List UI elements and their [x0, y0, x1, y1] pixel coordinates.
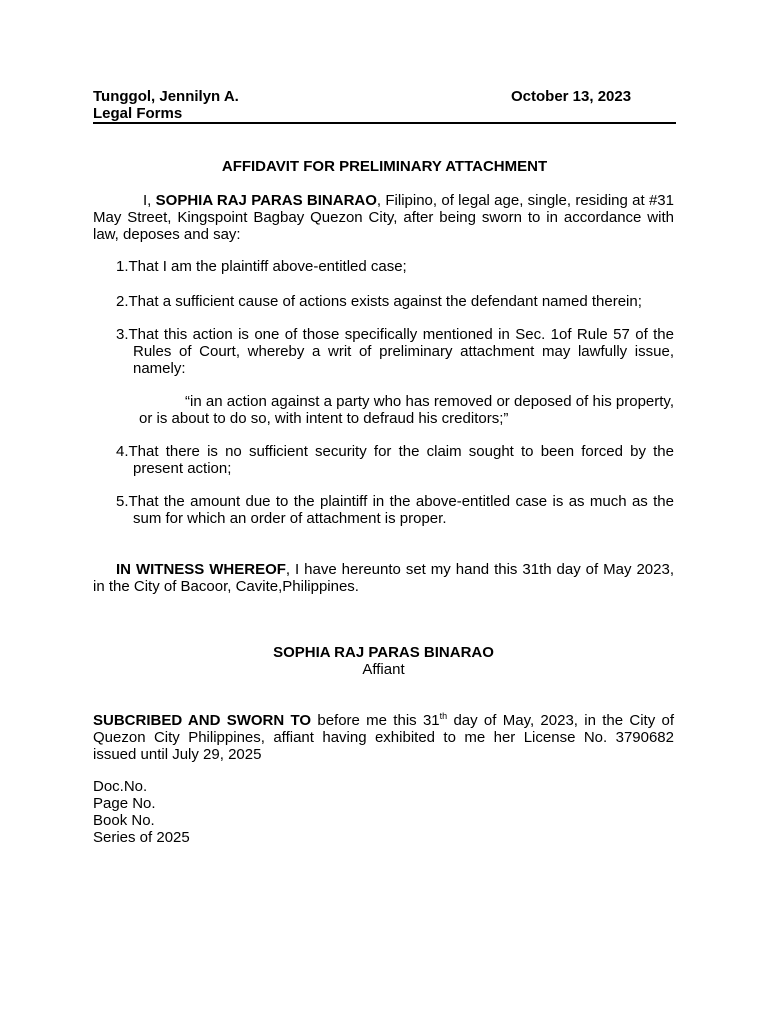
document-date: October 13, 2023 — [511, 88, 632, 105]
doc-no: Doc.No. — [93, 778, 148, 795]
jurat-text-2: day of May, 2023, in the City of Quezon City Philippines, affiant having exhibited to me her License No. 3790682 issued until July 29, 2025 — [93, 712, 674, 763]
signature-role: Affiant — [362, 661, 405, 678]
witness-rest: , I have hereunto set my hand this 31th day of May 2023, in the City of Bacoor, Cavite,Philippines. — [93, 561, 674, 595]
intro-rest: , Filipino, of legal age, single, residing at #31 May Street, Kingspoint Bagbay Quezon City, after being sworn to in accordance with law, deposes and say: — [93, 192, 674, 243]
witness-lead: IN WITNESS WHEREOF — [116, 561, 286, 578]
intro-affiant-name: SOPHIA RAJ PARAS BINARAO — [155, 192, 377, 209]
intro-paragraph — [93, 192, 674, 243]
intro-prefix: I, — [143, 192, 156, 209]
list-item: 4.That there is no sufficient security for the claim sought to been forced by the present action; — [116, 443, 674, 477]
signature-name: SOPHIA RAJ PARAS BINARAO — [273, 644, 494, 661]
document-title: AFFIDAVIT FOR PRELIMINARY ATTACHMENT — [221, 158, 548, 175]
list-item: 2.That a sufficient cause of actions exists against the defendant named therein; — [116, 293, 642, 310]
witness-paragraph — [93, 561, 674, 595]
series: Series of 2025 — [93, 829, 190, 846]
book-no: Book No. — [93, 812, 155, 829]
notarial-block — [93, 778, 190, 846]
jurat-text-1: before me this 31 — [311, 712, 440, 729]
header-subtitle: Legal Forms — [93, 105, 183, 122]
jurat-paragraph — [93, 712, 674, 763]
rule-quote: “in an action against a party who has removed or deposed of his property, or is about to do so, with intent to defraud his creditors;” — [139, 393, 674, 427]
list-item: 3.That this action is one of those specifically mentioned in Sec. 1of Rule 57 of the Rules of Court, whereby a writ of preliminary attachment may lawfully issue, namely: — [116, 326, 674, 377]
jurat-lead: SUBCRIBED AND SWORN TO — [93, 712, 312, 729]
jurat-superscript: th — [439, 711, 448, 721]
header-divider — [93, 122, 676, 124]
list-item: 1.That I am the plaintiff above-entitled case; — [116, 258, 407, 275]
author-name: Tunggol, Jennilyn A. — [93, 88, 239, 105]
list-item: 5.That the amount due to the plaintiff in the above-entitled case is as much as the sum for which an order of attachment is proper. — [116, 493, 674, 527]
page-no: Page No. — [93, 795, 156, 812]
